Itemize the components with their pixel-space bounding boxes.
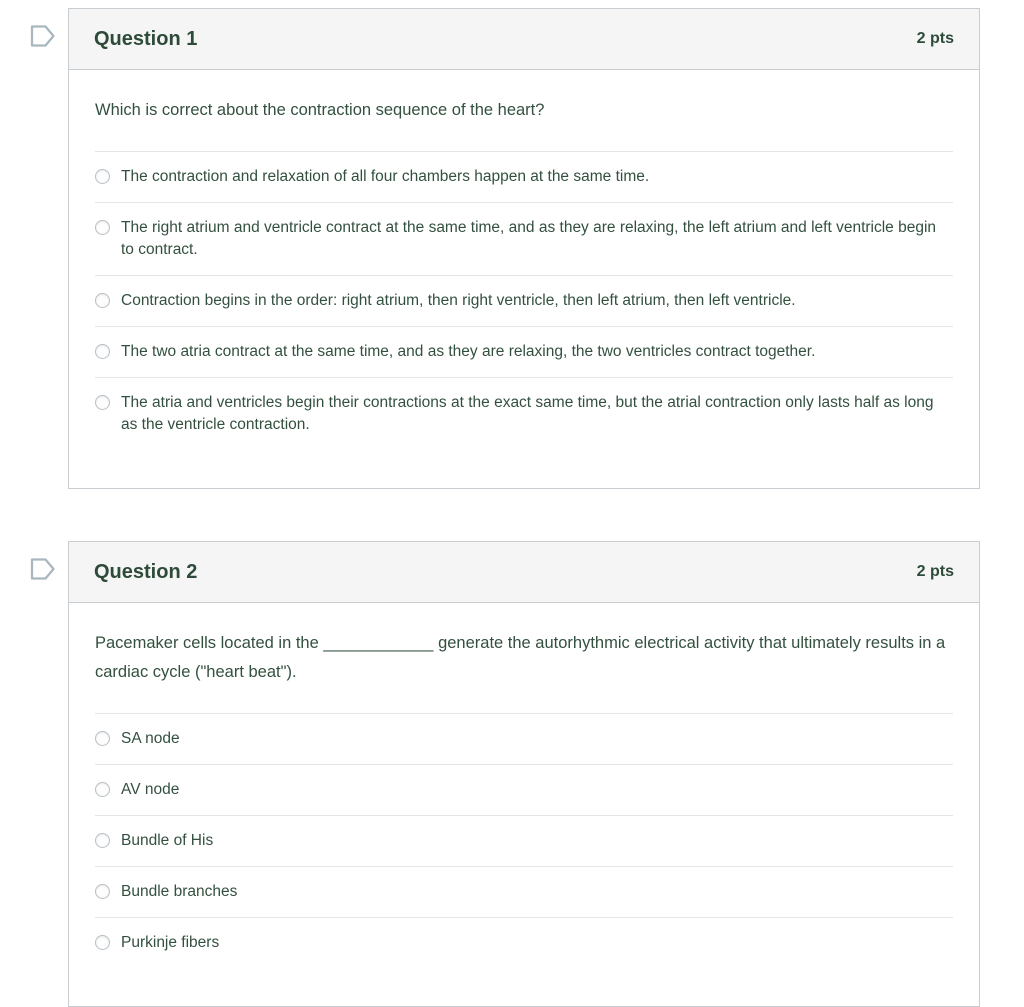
question-title: Question 2 bbox=[94, 560, 198, 583]
answer-option[interactable] bbox=[95, 764, 953, 815]
radio-icon[interactable] bbox=[95, 884, 110, 899]
answer-text: The atria and ventricles begin their contractions at the exact same time, but the atrial contraction only lasts half as long as the ventricle contraction. bbox=[121, 394, 934, 433]
answer-option[interactable] bbox=[95, 713, 953, 764]
answer-option[interactable] bbox=[95, 866, 953, 917]
radio-icon[interactable] bbox=[95, 293, 110, 308]
question-points: 2 pts bbox=[916, 30, 954, 47]
answer-option[interactable] bbox=[95, 377, 953, 450]
flag-question-icon[interactable] bbox=[30, 24, 56, 48]
question-body bbox=[69, 70, 979, 488]
question-prompt: Which is correct about the contraction sequence of the heart? bbox=[95, 101, 545, 119]
question-header bbox=[69, 9, 979, 70]
flag-question-icon bbox=[30, 557, 56, 581]
radio-icon[interactable] bbox=[95, 344, 110, 359]
answer-options bbox=[95, 713, 953, 968]
radio-icon[interactable] bbox=[95, 731, 110, 746]
answer-text: The right atrium and ventricle contract at the same time, and as they are relaxing, the left atrium and left ventricle begin to contract. bbox=[121, 219, 937, 258]
question-body bbox=[69, 603, 979, 1006]
answer-option[interactable] bbox=[95, 326, 953, 377]
flag-question-icon[interactable] bbox=[30, 557, 56, 581]
radio-icon[interactable] bbox=[95, 169, 110, 184]
answer-text: AV node bbox=[121, 781, 180, 798]
answer-text: SA node bbox=[121, 730, 180, 747]
radio-icon[interactable] bbox=[95, 395, 110, 410]
answer-text: Contraction begins in the order: right atrium, then right ventricle, then left atrium, then left ventricle. bbox=[121, 292, 796, 309]
answer-text: Bundle of His bbox=[121, 832, 214, 849]
question-block-1 bbox=[68, 8, 980, 489]
answer-option[interactable] bbox=[95, 202, 953, 275]
answer-text: Purkinje fibers bbox=[121, 934, 220, 951]
answer-options bbox=[95, 151, 953, 450]
question-title: Question 1 bbox=[94, 27, 198, 50]
question-block-2 bbox=[68, 541, 980, 1007]
flag-question-icon bbox=[30, 24, 56, 48]
answer-text: Bundle branches bbox=[121, 883, 238, 900]
radio-icon[interactable] bbox=[95, 782, 110, 797]
answer-option[interactable] bbox=[95, 275, 953, 326]
answer-text: The contraction and relaxation of all four chambers happen at the same time. bbox=[121, 168, 650, 185]
question-header bbox=[69, 542, 979, 603]
radio-icon[interactable] bbox=[95, 935, 110, 950]
answer-option[interactable] bbox=[95, 917, 953, 968]
radio-icon[interactable] bbox=[95, 833, 110, 848]
question-card bbox=[68, 8, 980, 489]
question-card bbox=[68, 541, 980, 1007]
answer-text: The two atria contract at the same time, and as they are relaxing, the two ventricles contract together. bbox=[121, 343, 816, 360]
answer-option[interactable] bbox=[95, 151, 953, 202]
radio-icon[interactable] bbox=[95, 220, 110, 235]
question-prompt: Pacemaker cells located in the ____________ generate the autorhythmic electrical activity that ultimately results in a cardiac cycle ("heart beat"). bbox=[95, 634, 946, 681]
answer-option[interactable] bbox=[95, 815, 953, 866]
question-points: 2 pts bbox=[916, 563, 954, 580]
